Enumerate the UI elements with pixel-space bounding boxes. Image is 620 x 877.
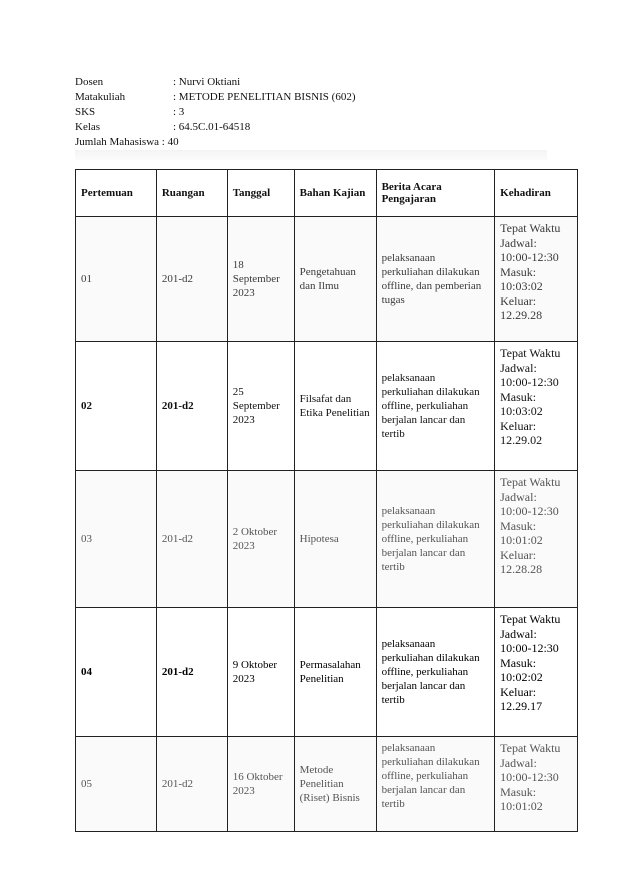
kehadiran-masuk-label: Masuk: bbox=[500, 655, 537, 670]
kehadiran-masuk: 10:03:02 bbox=[500, 279, 543, 293]
kehadiran-status: Tepat Waktu bbox=[500, 346, 561, 360]
header-ruangan: Ruangan bbox=[156, 170, 227, 217]
info-row-jumlah bbox=[75, 135, 356, 150]
kehadiran-keluar: 12.28.28 bbox=[500, 562, 543, 576]
kehadiran-masuk: 10:01:02 bbox=[500, 799, 543, 813]
cell-berita: pelaksanaan perkuliahan dilakukan offline, perkuliahan berjalan lancar dan tertib bbox=[376, 342, 495, 471]
cell-ruangan: 201-d2 bbox=[156, 608, 227, 737]
cell-pertemuan: 01 bbox=[76, 217, 157, 342]
info-row-dosen bbox=[75, 75, 356, 90]
cell-kehadiran bbox=[495, 737, 578, 832]
info-row-matakuliah bbox=[75, 90, 356, 105]
kehadiran-masuk-label: Masuk: bbox=[500, 389, 537, 404]
kehadiran-keluar: 12.29.28 bbox=[500, 308, 543, 322]
attendance-table bbox=[75, 169, 578, 832]
table-row bbox=[76, 471, 578, 608]
kehadiran-jadwal-label: Jadwal: bbox=[500, 489, 537, 504]
cell-pertemuan: 03 bbox=[76, 471, 157, 608]
cell-bahan: Metode Penelitian (Riset) Bisnis bbox=[294, 737, 376, 832]
kehadiran-jadwal-label: Jadwal: bbox=[500, 360, 537, 375]
cell-bahan: Filsafat dan Etika Penelitian bbox=[294, 342, 376, 471]
kehadiran-masuk-label: Masuk: bbox=[500, 784, 537, 799]
kehadiran-masuk: 10:01:02 bbox=[500, 533, 543, 547]
kehadiran-masuk: 10:03:02 bbox=[500, 404, 543, 418]
cell-tanggal: 9 Oktober 2023 bbox=[227, 608, 294, 737]
kehadiran-status: Tepat Waktu bbox=[500, 741, 561, 755]
kehadiran-jadwal: 10:00-12:30 bbox=[500, 641, 559, 655]
cell-ruangan: 201-d2 bbox=[156, 471, 227, 608]
kehadiran-jadwal: 10:00-12:30 bbox=[500, 375, 559, 389]
info-row-sks bbox=[75, 105, 356, 120]
kehadiran-keluar-label: Keluar: bbox=[500, 684, 537, 699]
header-bahan-kajian: Bahan Kajian bbox=[294, 170, 376, 217]
matakuliah-label: Matakuliah bbox=[75, 91, 126, 103]
sks-label: SKS bbox=[75, 106, 96, 118]
table-row bbox=[76, 342, 578, 471]
cell-pertemuan: 02 bbox=[76, 342, 157, 471]
kehadiran-jadwal: 10:00-12:30 bbox=[500, 504, 559, 518]
kehadiran-jadwal-label: Jadwal: bbox=[500, 235, 537, 250]
cell-berita: pelaksanaan perkuliahan dilakukan offline, dan pemberian tugas bbox=[376, 217, 495, 342]
kehadiran-keluar-label: Keluar: bbox=[500, 547, 537, 562]
matakuliah-value: : METODE PENELITIAN BISNIS (602) bbox=[173, 91, 356, 103]
header-kehadiran: Kehadiran bbox=[495, 170, 578, 217]
dosen-value: : Nurvi Oktiani bbox=[173, 76, 241, 88]
course-info bbox=[75, 75, 356, 150]
table-row bbox=[76, 737, 578, 832]
jumlah-value: : 40 bbox=[161, 136, 179, 148]
cell-kehadiran bbox=[495, 217, 578, 342]
cell-pertemuan: 04 bbox=[76, 608, 157, 737]
cell-berita: pelaksanaan perkuliahan dilakukan offline, perkuliahan berjalan lancar dan tertib bbox=[376, 471, 495, 608]
cell-berita: pelaksanaan perkuliahan dilakukan offline, perkuliahan berjalan lancar dan tertib bbox=[376, 608, 495, 737]
cell-kehadiran bbox=[495, 608, 578, 737]
divider bbox=[75, 150, 547, 160]
kehadiran-status: Tepat Waktu bbox=[500, 475, 561, 489]
cell-tanggal: 25 September 2023 bbox=[227, 342, 294, 471]
sks-value: : 3 bbox=[173, 106, 185, 118]
cell-kehadiran bbox=[495, 471, 578, 608]
kehadiran-keluar: 12.29.02 bbox=[500, 433, 543, 447]
kehadiran-masuk: 10:02:02 bbox=[500, 670, 543, 684]
dosen-label: Dosen bbox=[75, 76, 104, 88]
kehadiran-jadwal-label: Jadwal: bbox=[500, 626, 537, 641]
kehadiran-keluar: 12.29.17 bbox=[500, 699, 543, 713]
header-tanggal: Tanggal bbox=[227, 170, 294, 217]
kehadiran-jadwal-label: Jadwal: bbox=[500, 755, 537, 770]
kehadiran-status: Tepat Waktu bbox=[500, 221, 561, 235]
cell-tanggal: 18 September 2023 bbox=[227, 217, 294, 342]
cell-tanggal: 2 Oktober 2023 bbox=[227, 471, 294, 608]
cell-bahan: Pengetahuan dan Ilmu bbox=[294, 217, 376, 342]
kehadiran-status: Tepat Waktu bbox=[500, 612, 561, 626]
cell-kehadiran bbox=[495, 342, 578, 471]
cell-tanggal: 16 Oktober 2023 bbox=[227, 737, 294, 832]
cell-ruangan: 201-d2 bbox=[156, 737, 227, 832]
cell-bahan: Hipotesa bbox=[294, 471, 376, 608]
kehadiran-masuk-label: Masuk: bbox=[500, 518, 537, 533]
cell-berita: pelaksanaan perkuliahan dilakukan offline, perkuliahan berjalan lancar dan tertib bbox=[376, 737, 495, 832]
header-pertemuan: Pertemuan bbox=[76, 170, 157, 217]
cell-pertemuan: 05 bbox=[76, 737, 157, 832]
cell-ruangan: 201-d2 bbox=[156, 342, 227, 471]
info-row-kelas bbox=[75, 120, 356, 135]
kehadiran-keluar-label: Keluar: bbox=[500, 293, 537, 308]
kelas-value: : 64.5C.01-64518 bbox=[173, 121, 251, 133]
cell-ruangan: 201-d2 bbox=[156, 217, 227, 342]
kehadiran-keluar-label: Keluar: bbox=[500, 418, 537, 433]
kehadiran-masuk-label: Masuk: bbox=[500, 264, 537, 279]
jumlah-label: Jumlah Mahasiswa bbox=[75, 136, 160, 148]
cell-bahan: Permasalahan Penelitian bbox=[294, 608, 376, 737]
kehadiran-jadwal: 10:00-12:30 bbox=[500, 770, 559, 784]
table-row bbox=[76, 217, 578, 342]
header-berita-acara: Berita Acara Pengajaran bbox=[376, 170, 495, 217]
kehadiran-jadwal: 10:00-12:30 bbox=[500, 250, 559, 264]
table-header-row bbox=[76, 170, 578, 217]
table-row bbox=[76, 608, 578, 737]
kelas-label: Kelas bbox=[75, 121, 101, 133]
